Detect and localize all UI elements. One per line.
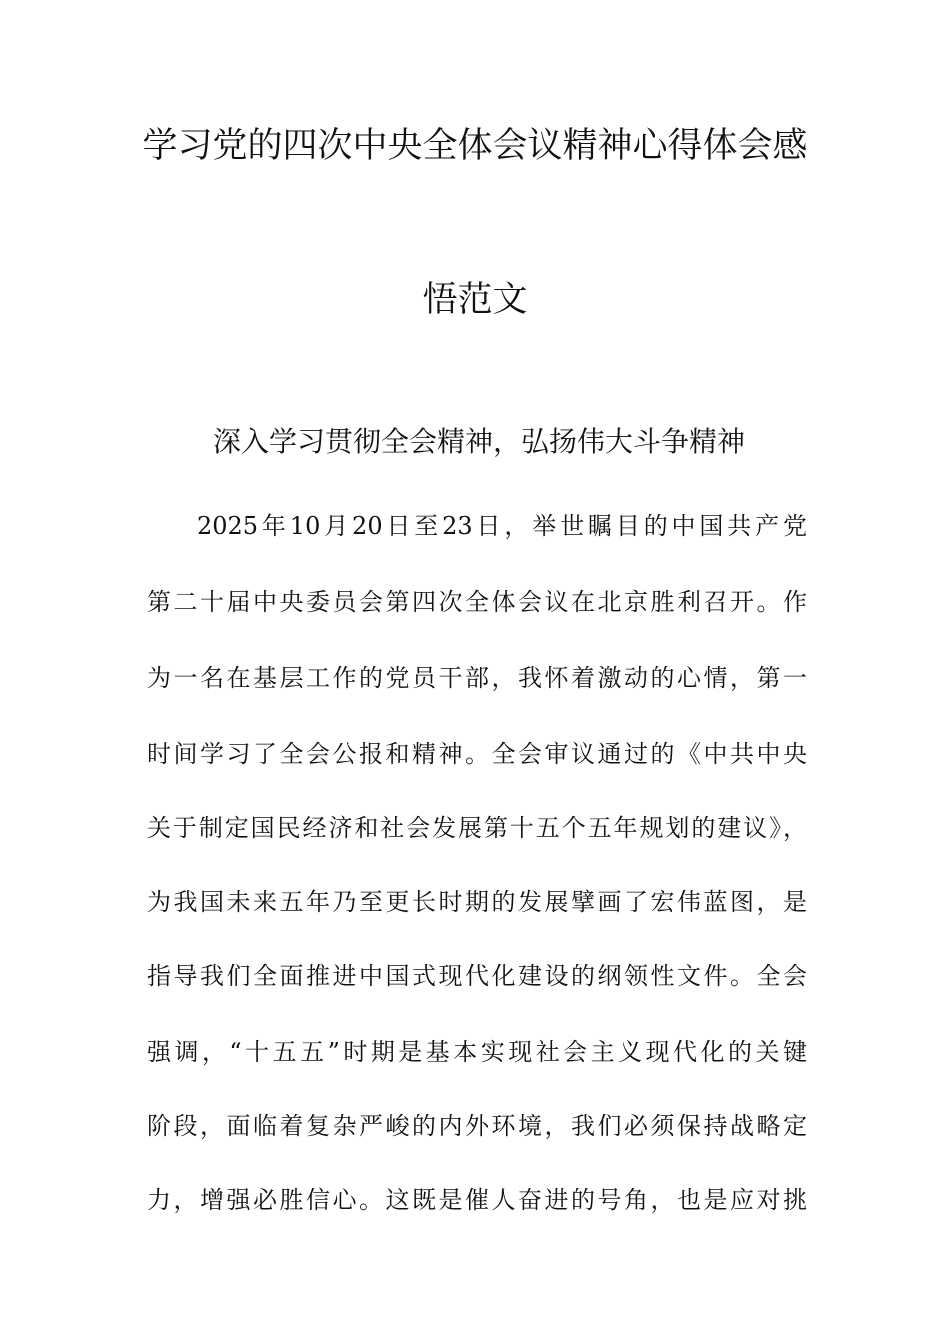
paragraph-line: 力，增强必胜信心。这既是催人奋进的号角，也是应对挑	[147, 1186, 807, 1214]
paragraph-line: 关于制定国民经济和社会发展第十五个五年规划的建议》，	[147, 814, 807, 842]
paragraph-line: 强调，“十五五”时期是基本实现社会主义现代化的关键	[147, 1038, 807, 1066]
document-title-line-1: 学习党的四次中央全体会议精神心得体会感	[142, 126, 808, 166]
section-heading: 深入学习贯彻全会精神，弘扬伟大斗争精神	[213, 425, 746, 458]
paragraph-line: 指导我们全面推进中国式现代化建设的纲领性文件。全会	[147, 962, 807, 990]
paragraph-line: 第二十届中央委员会第四次全体会议在北京胜利召开。作	[147, 588, 807, 616]
document-title-line-2: 悟范文	[422, 280, 528, 320]
paragraph-line: 阶段，面临着复杂严峻的内外环境，我们必须保持战略定	[147, 1112, 807, 1140]
paragraph-line: 时间学习了全会公报和精神。全会审议通过的《中共中央	[147, 740, 807, 768]
paragraph-line: 2025年10月20日至23日，举世瞩目的中国共产党	[197, 512, 807, 540]
paragraph-line: 为我国未来五年乃至更长时期的发展擘画了宏伟蓝图，是	[147, 888, 807, 916]
paragraph-line: 为一名在基层工作的党员干部，我怀着激动的心情，第一	[147, 664, 807, 692]
